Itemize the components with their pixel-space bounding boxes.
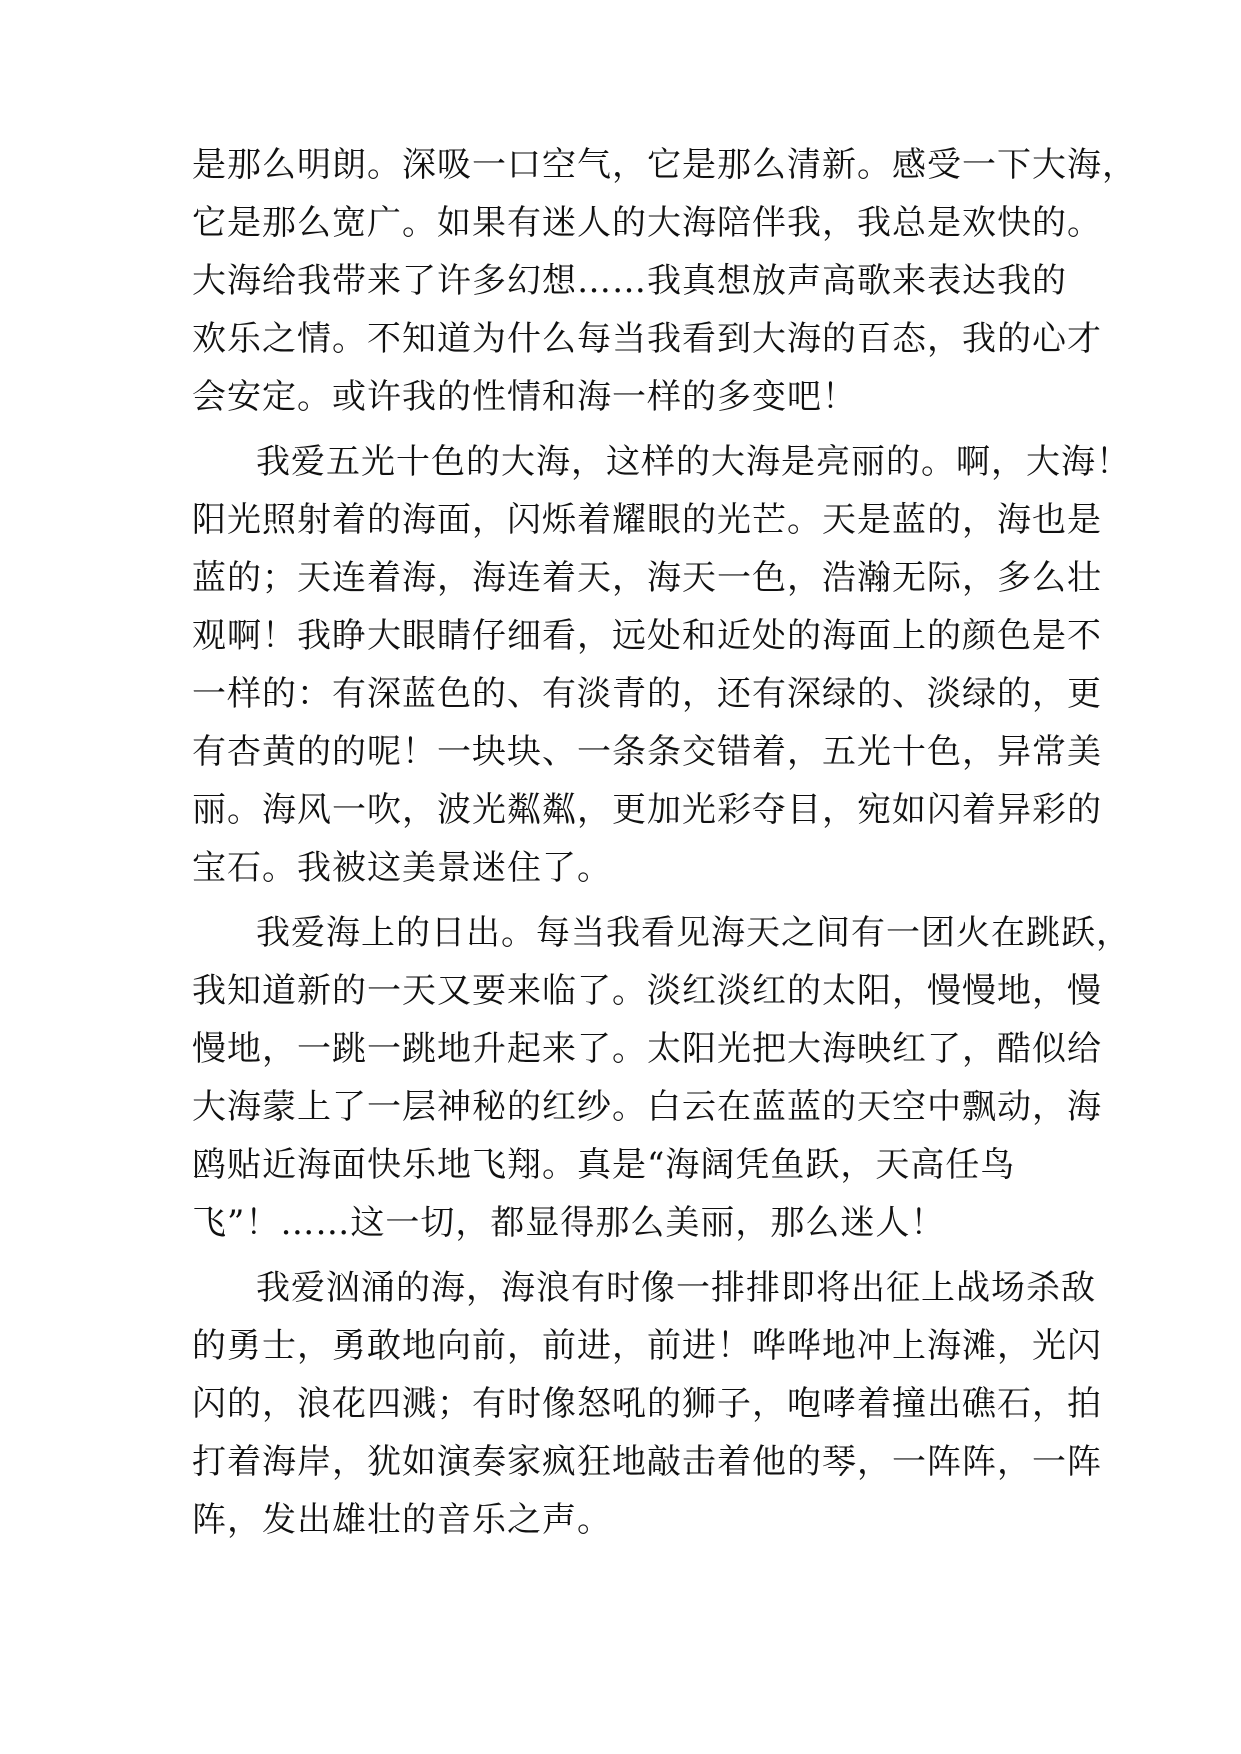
- text-line: 蓝的；天连着海，海连着天，海天一色，浩瀚无际，多么壮: [192, 558, 1102, 598]
- text-line: 会安定。或许我的性情和海一样的多变吧！: [192, 377, 857, 417]
- text-line: 大海蒙上了一层神秘的红纱。白云在蓝蓝的天空中飘动，海: [192, 1087, 1102, 1127]
- text-line: 阳光照射着的海面，闪烁着耀眼的光芒。天是蓝的，海也是: [192, 500, 1102, 540]
- text-line: 飞”！……这一切，都显得那么美丽，那么迷人！: [192, 1203, 946, 1243]
- text-line: 我知道新的一天又要来临了。淡红淡红的太阳，慢慢地，慢: [192, 971, 1102, 1011]
- text-line: 它是那么宽广。如果有迷人的大海陪伴我，我总是欢快的。: [192, 203, 1102, 243]
- text-line: 有杏黄的的呢！一块块、一条条交错着，五光十色，异常美: [192, 732, 1102, 772]
- text-line: 鸥贴近海面快乐地飞翔。真是“海阔凭鱼跃，天高任鸟: [192, 1145, 1016, 1185]
- paragraph-first-line: 我爱汹涌的海，海浪有时像一排排即将出征上战场杀敌: [256, 1268, 1096, 1308]
- text-line: 一样的：有深蓝色的、有淡青的，还有深绿的、淡绿的，更: [192, 674, 1102, 714]
- text-line: 慢地，一跳一跳地升起来了。太阳光把大海映红了，酷似给: [192, 1029, 1102, 1069]
- text-line: 阵，发出雄壮的音乐之声。: [192, 1500, 612, 1540]
- text-line: 丽。海风一吹，波光粼粼，更加光彩夺目，宛如闪着异彩的: [192, 790, 1102, 830]
- text-line: 大海给我带来了许多幻想……我真想放声高歌来表达我的: [192, 261, 1067, 301]
- text-line: 宝石。我被这美景迷住了。: [192, 848, 612, 888]
- text-line: 打着海岸，犹如演奏家疯狂地敲击着他的琴，一阵阵，一阵: [192, 1442, 1102, 1482]
- text-line: 观啊！我睁大眼睛仔细看，远处和近处的海面上的颜色是不: [192, 616, 1102, 656]
- paragraph-first-line: 我爱海上的日出。每当我看见海天之间有一团火在跳跃，: [256, 913, 1131, 953]
- paragraph-first-line: 我爱五光十色的大海，这样的大海是亮丽的。啊，大海！: [256, 442, 1131, 482]
- text-line: 的勇士，勇敢地向前，前进，前进！哗哗地冲上海滩，光闪: [192, 1326, 1102, 1366]
- text-line: 闪的，浪花四溅；有时像怒吼的狮子，咆哮着撞出礁石，拍: [192, 1384, 1102, 1424]
- text-line: 是那么明朗。深吸一口空气，它是那么清新。感受一下大海，: [192, 145, 1137, 185]
- text-line: 欢乐之情。不知道为什么每当我看到大海的百态，我的心才: [192, 319, 1102, 359]
